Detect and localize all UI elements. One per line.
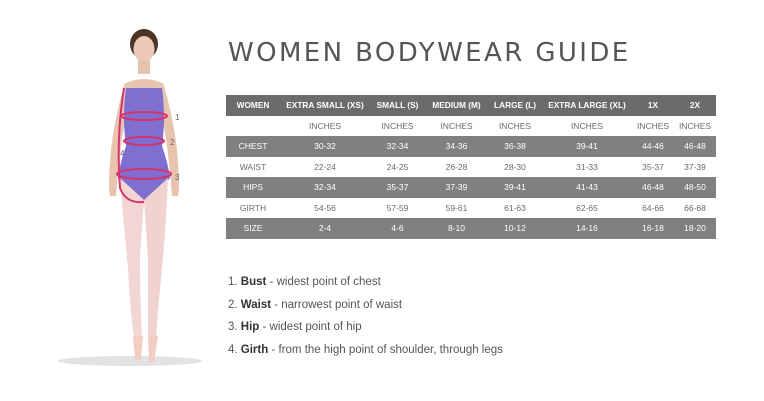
note-waist [228,294,503,317]
marker-2: 2 [170,138,175,147]
table-cell: 41-43 [542,177,632,198]
marker-1: 1 [175,113,180,122]
table-cell: 35-37 [632,157,674,178]
unit-cell: INCHES [674,116,716,137]
column-header: EXTRA LARGE (XL) [542,95,632,116]
row-label: GIRTH [226,198,280,219]
table-cell: 26-28 [425,157,488,178]
table-cell: 35-37 [370,177,425,198]
table-cell: 64-66 [632,198,674,219]
unit-cell [226,116,280,137]
row-label: HIPS [226,177,280,198]
table-cell: 30-32 [280,136,370,157]
column-header: MEDIUM (M) [425,95,488,116]
table-cell: 62-65 [542,198,632,219]
table-cell: 54-56 [280,198,370,219]
size-chart-table [226,95,716,239]
table-cell: 36-38 [488,136,542,157]
units-row [226,116,716,137]
measurement-notes [228,271,503,361]
table-cell: 37-39 [425,177,488,198]
marker-4: 4 [120,149,125,158]
unit-cell: INCHES [632,116,674,137]
note-bust [228,271,503,294]
note-number: 4. [228,343,238,356]
table-row-hips [226,177,716,198]
note-term: Waist [240,298,272,311]
table-cell: 22-24 [280,157,370,178]
table-cell: 59-61 [425,198,488,219]
table-cell: 44-46 [632,136,674,157]
table-cell: 32-34 [370,136,425,157]
table-cell: 24-25 [370,157,425,178]
unit-cell: INCHES [370,116,425,137]
column-header: LARGE (L) [488,95,542,116]
row-label: SIZE [226,218,280,239]
table-cell: 61-63 [488,198,542,219]
table-row-size [226,218,716,239]
table-cell: 48-50 [674,177,716,198]
table-cell: 66-68 [674,198,716,219]
page-title: WOMEN BODYWEAR GUIDE [228,38,631,68]
note-description: - widest point of chest [266,276,381,288]
table-row-waist [226,157,716,178]
table-cell: 16-18 [632,218,674,239]
table-cell: 37-39 [674,157,716,178]
note-number: 1. [228,276,238,288]
note-number: 2. [228,298,238,311]
table-header-row [226,95,716,116]
note-term: Girth [240,343,269,356]
column-header: SMALL (S) [370,95,425,116]
unit-cell: INCHES [488,116,542,137]
table-cell: 8-10 [425,218,488,239]
note-term: Bust [240,276,267,288]
table-row-chest [226,136,716,157]
column-header: WOMEN [226,95,280,116]
row-label: WAIST [226,157,280,178]
marker-3: 3 [175,173,180,182]
table-cell: 14-16 [542,218,632,239]
column-header: 2X [674,95,716,116]
note-description: - narrowest point of waist [271,298,403,311]
table-cell: 57-59 [370,198,425,219]
row-label: CHEST [226,136,280,157]
column-header: 1X [632,95,674,116]
unit-cell: INCHES [280,116,370,137]
table-row-girth [226,198,716,219]
note-description: - widest point of hip [259,321,362,333]
table-cell: 10-12 [488,218,542,239]
note-description: - from the high point of shoulder, through legs [268,343,503,356]
unit-cell: INCHES [425,116,488,137]
model-figure [40,28,205,373]
table-cell: 28-30 [488,157,542,178]
table-cell: 39-41 [542,136,632,157]
table-cell: 4-6 [370,218,425,239]
note-girth [228,339,503,362]
table-cell: 46-48 [674,136,716,157]
table-cell: 2-4 [280,218,370,239]
table-cell: 18-20 [674,218,716,239]
unit-cell: INCHES [542,116,632,137]
note-term: Hip [240,321,260,333]
column-header: EXTRA SMALL (XS) [280,95,370,116]
table-cell: 46-48 [632,177,674,198]
note-number: 3. [228,321,238,333]
table-cell: 39-41 [488,177,542,198]
note-hip [228,316,503,339]
table-cell: 31-33 [542,157,632,178]
table-cell: 32-34 [280,177,370,198]
table-cell: 34-36 [425,136,488,157]
